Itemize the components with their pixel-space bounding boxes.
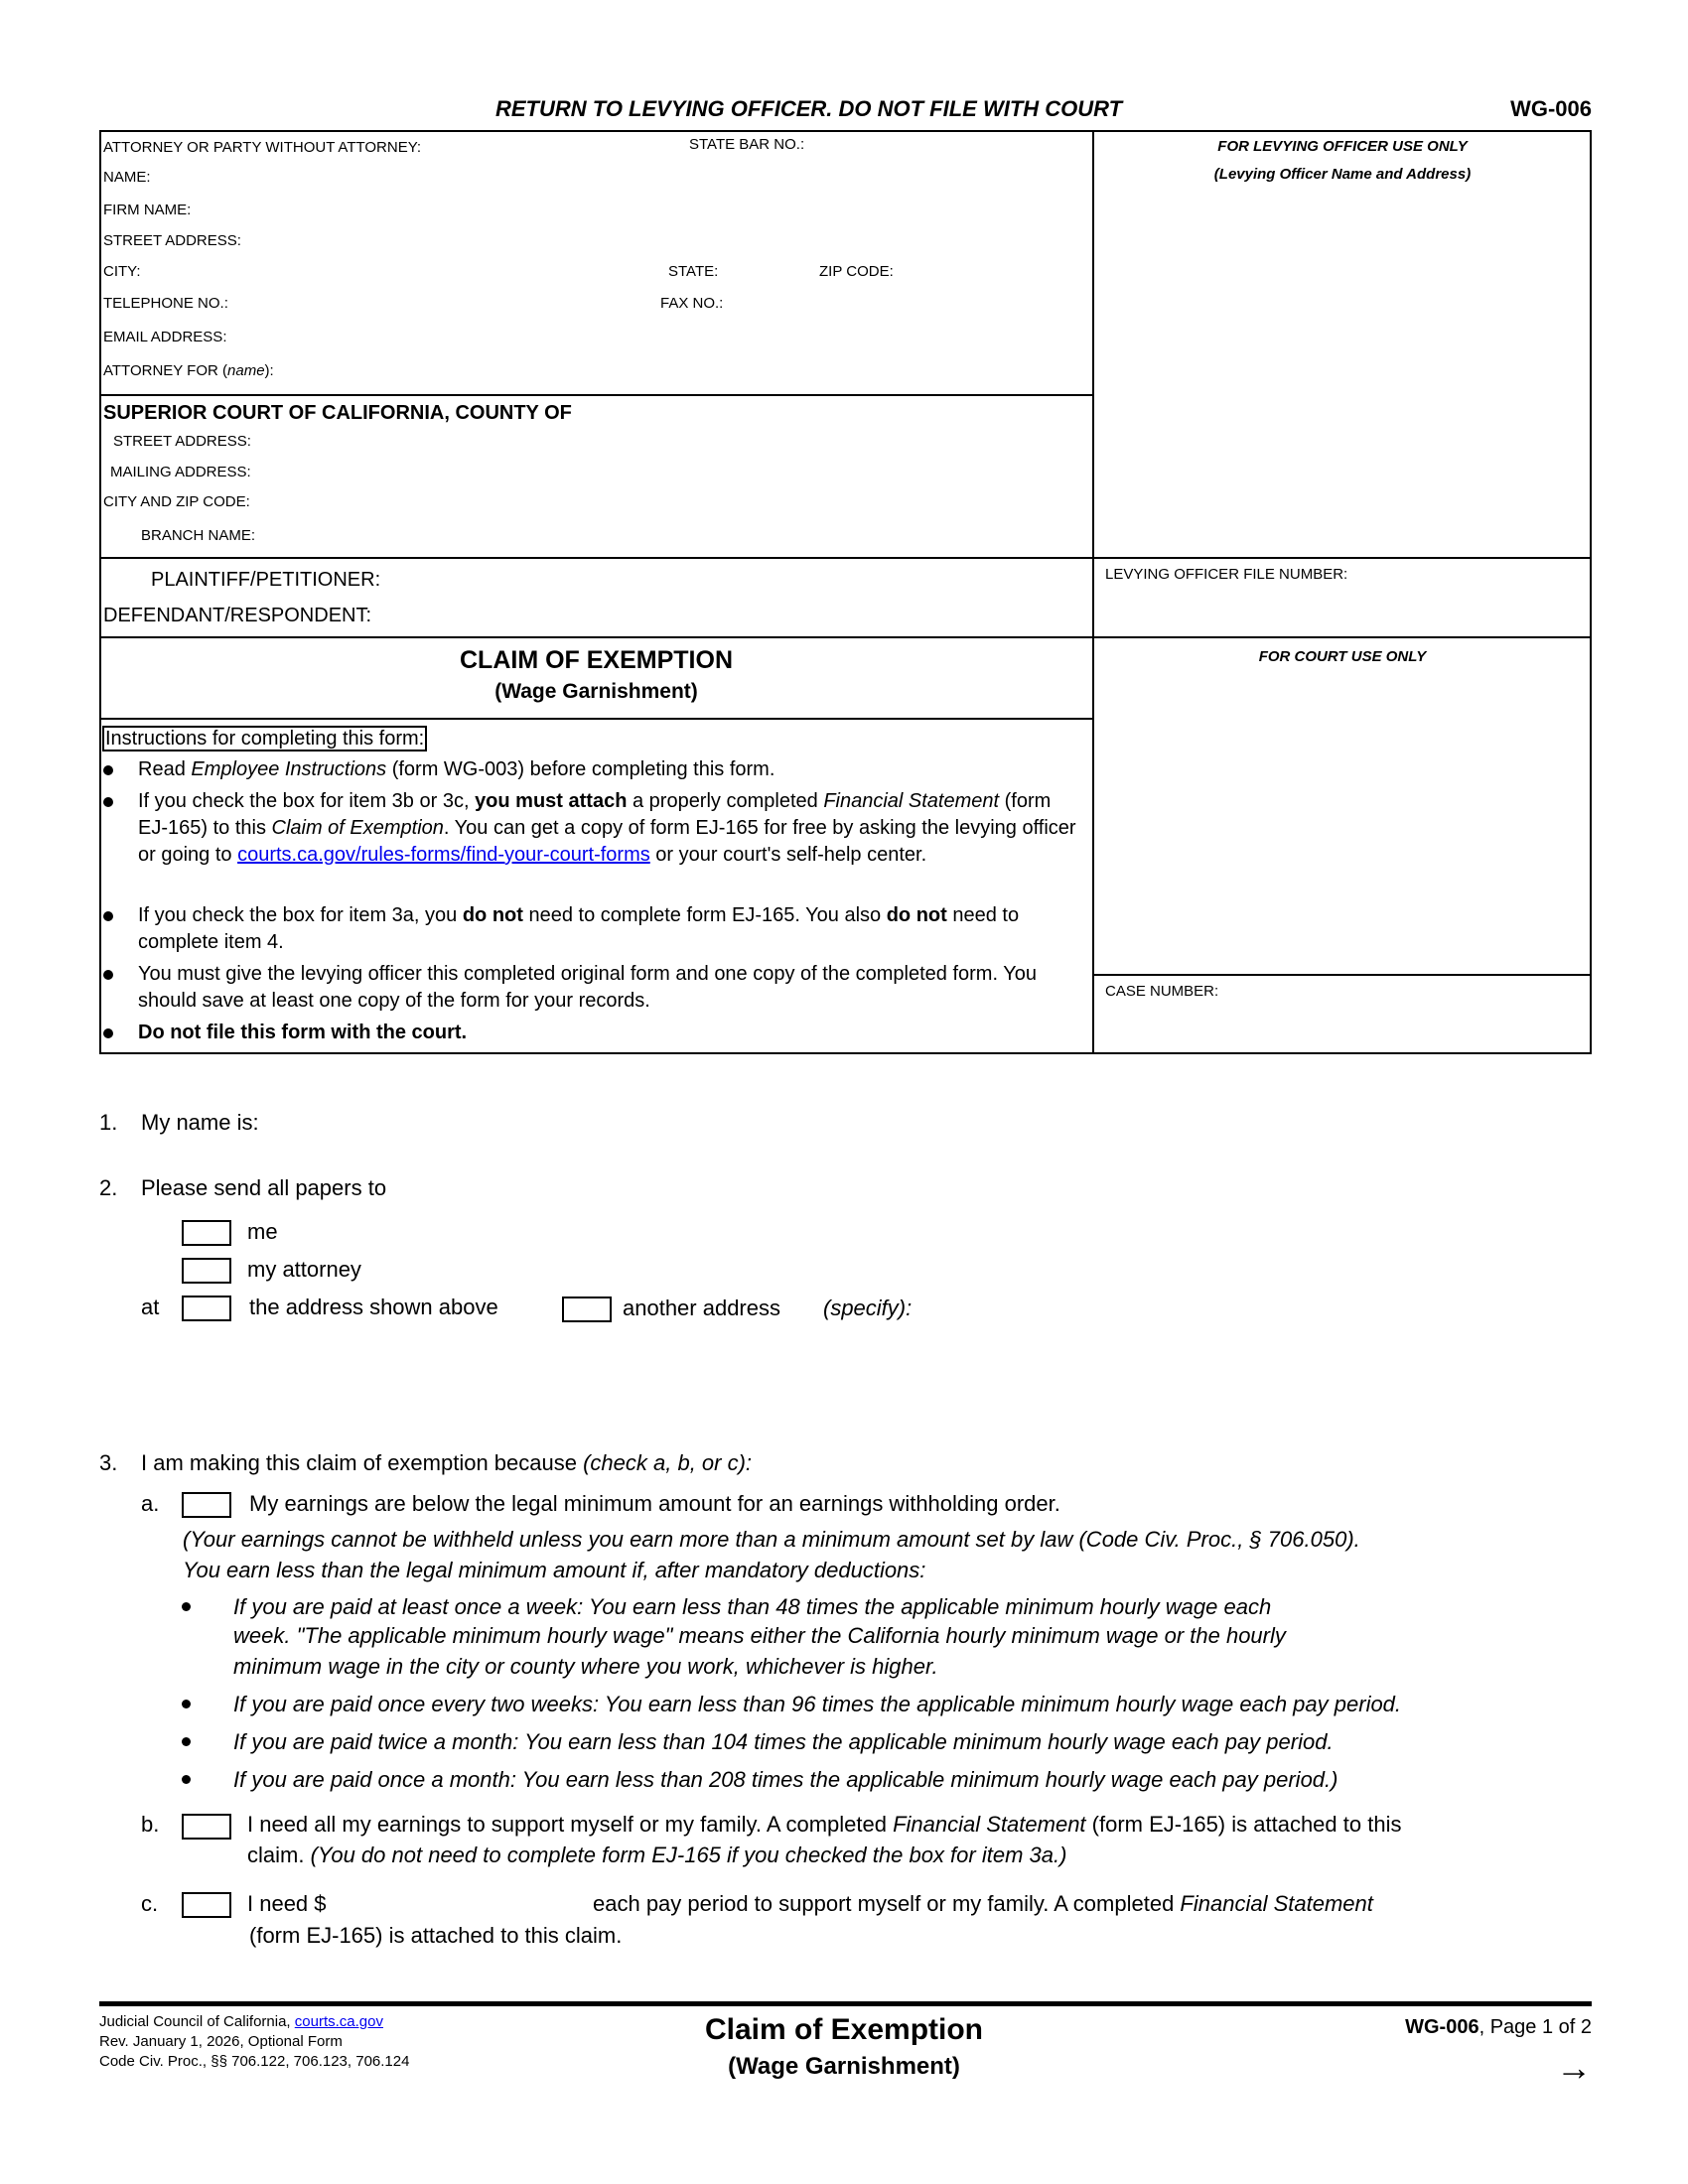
t: Financial Statement — [893, 1812, 1086, 1837]
item-3a-checkbox[interactable] — [182, 1492, 231, 1518]
divider — [99, 557, 1592, 559]
at-label: at — [141, 1295, 160, 1319]
address-above-label: the address shown above — [249, 1295, 498, 1319]
forms-link[interactable]: courts.ca.gov/rules-forms/find-your-court-forms — [237, 844, 650, 866]
instruction-5: Do not file this form with the court. — [138, 1022, 468, 1043]
bullet-icon — [182, 1775, 191, 1784]
t: If you check the box for item 3a, you — [138, 904, 463, 926]
t: a properly completed — [627, 790, 824, 812]
bullet-icon — [182, 1700, 191, 1708]
footer-revision: Rev. January 1, 2026, Optional Form — [99, 2033, 343, 2050]
t: do not — [886, 904, 947, 926]
t: I am making this claim of exemption because — [141, 1450, 584, 1475]
wage-rule-biweekly: If you are paid once every two weeks: You earn less than 96 times the applicable minimum hourly wage each pay period. — [233, 1692, 1402, 1716]
defendant-label: DEFENDANT/RESPONDENT: — [103, 605, 372, 626]
bullet-icon — [103, 970, 113, 980]
court-branch-label: BRANCH NAME: — [141, 527, 256, 544]
instruction-3 — [138, 902, 1081, 956]
t: Judicial Council of California, — [99, 2013, 295, 2030]
bullet-icon — [103, 797, 113, 807]
instruction-4: You must give the levying officer this completed original form and one copy of the completed form. You should save at least one copy of the form for your records. — [138, 963, 1037, 1012]
levying-officer-heading: FOR LEVYING OFFICER USE ONLY — [1217, 138, 1468, 155]
t: (form WG-003) before completing this form. — [386, 758, 775, 780]
divider — [99, 636, 1592, 638]
instruction-1 — [138, 756, 1081, 783]
item-2-number: 2. — [99, 1175, 118, 1200]
wage-rule-weekly: week. "The applicable minimum hourly wage" means either the California hourly minimum wage or the hourly — [233, 1623, 1286, 1648]
item-3c-text: (form EJ-165) is attached to this claim. — [249, 1923, 623, 1948]
wage-rule-semimonthly: If you are paid twice a month: You earn less than 104 times the applicable minimum hourly wage each pay period. — [233, 1729, 1334, 1754]
t: (check a, b, or c): — [583, 1450, 753, 1475]
divider — [99, 718, 1093, 720]
footer-title: Claim of Exemption — [704, 2013, 984, 2046]
t: . You can get a copy of form EJ-165 for free by asking the levying officer or going to — [138, 817, 1076, 866]
me-checkbox[interactable] — [182, 1220, 231, 1246]
footer-subtitle: (Wage Garnishment) — [728, 2053, 960, 2080]
bullet-icon — [103, 911, 113, 921]
levying-officer-subheading: (Levying Officer Name and Address) — [1213, 166, 1472, 183]
plaintiff-label: PLAINTIFF/PETITIONER: — [151, 569, 381, 591]
specify-label: (specify): — [823, 1296, 913, 1320]
instructions-heading: Instructions for completing this form: — [102, 726, 427, 751]
state-bar-label: STATE BAR NO.: — [689, 136, 805, 153]
item-3c-text — [593, 1891, 1373, 1917]
footer-code: Code Civ. Proc., §§ 706.122, 706.123, 706.124 — [99, 2053, 410, 2070]
t: do not — [462, 904, 523, 926]
divider — [1092, 974, 1592, 976]
bullet-icon — [103, 765, 113, 775]
column-divider — [1092, 130, 1094, 1054]
my-attorney-label: my attorney — [247, 1257, 361, 1282]
instruction-2 — [138, 788, 1081, 869]
item-3a-note: (Your earnings cannot be withheld unless you earn more than a minimum amount set by law (Code Civ. Proc., § 706.050). — [183, 1527, 1360, 1552]
form-number: WG-006 — [1510, 96, 1592, 121]
name-label: NAME: — [103, 169, 151, 186]
address-above-checkbox[interactable] — [182, 1296, 231, 1321]
t: claim. — [247, 1843, 311, 1867]
t: (form EJ-165) is attached to this — [1085, 1812, 1402, 1837]
item-3c-label: c. — [141, 1891, 159, 1916]
attorney-for-label — [103, 362, 274, 380]
item-3c-checkbox[interactable] — [182, 1892, 231, 1918]
item-3a-note: You earn less than the legal minimum amount if, after mandatory deductions: — [183, 1558, 926, 1582]
item-2-label: Please send all papers to — [141, 1175, 387, 1200]
t: each pay period to support myself or my family. A completed — [593, 1891, 1181, 1916]
t: Claim of Exemption — [271, 817, 444, 839]
wage-rule-weekly: minimum wage in the city or county where you work, whichever is higher. — [233, 1654, 938, 1679]
item-1-label: My name is: — [141, 1110, 259, 1135]
court-mailing-label: MAILING ADDRESS: — [110, 464, 251, 480]
t: Read — [138, 758, 192, 780]
footer-rule — [99, 2001, 1592, 2006]
attorney-for-text: ATTORNEY FOR ( — [103, 362, 228, 379]
state-label: STATE: — [668, 263, 719, 280]
case-number-label: CASE NUMBER: — [1105, 983, 1219, 1000]
item-3-number: 3. — [99, 1450, 118, 1475]
item-3a-label: a. — [141, 1491, 160, 1516]
zip-label: ZIP CODE: — [819, 263, 894, 280]
item-3a-text: My earnings are below the legal minimum amount for an earnings withholding order. — [249, 1491, 1060, 1516]
telephone-label: TELEPHONE NO.: — [103, 295, 228, 312]
court-city-zip-label: CITY AND ZIP CODE: — [103, 493, 250, 510]
t: Financial Statement — [1180, 1891, 1373, 1916]
another-address-checkbox[interactable] — [562, 1297, 612, 1322]
bullet-icon — [182, 1737, 191, 1746]
item-3-label — [141, 1450, 752, 1476]
t: (You do not need to complete form EJ-165 if you checked the box for item 3a.) — [310, 1843, 1067, 1867]
t: , Page 1 of 2 — [1478, 2016, 1592, 2038]
t: Employee Instructions — [191, 758, 387, 780]
item-1-number: 1. — [99, 1110, 118, 1135]
t: need to complete item 4. — [138, 904, 1020, 953]
wage-rule-weekly: If you are paid at least once a week: You earn less than 48 times the applicable minimum hourly wage each — [233, 1594, 1272, 1619]
t: I need all my earnings to support myself or my family. A completed — [247, 1812, 894, 1837]
divider — [99, 394, 1093, 396]
me-label: me — [247, 1219, 278, 1244]
t: If you check the box for item 3b or 3c, — [138, 790, 476, 812]
attorney-label: ATTORNEY OR PARTY WITHOUT ATTORNEY: — [103, 139, 422, 156]
city-label: CITY: — [103, 263, 141, 280]
attorney-for-name: name — [227, 362, 265, 379]
return-notice: RETURN TO LEVYING OFFICER. DO NOT FILE WITH COURT — [495, 96, 1123, 121]
my-attorney-checkbox[interactable] — [182, 1258, 231, 1284]
attorney-for-end: ): — [264, 362, 274, 379]
court-title: SUPERIOR COURT OF CALIFORNIA, COUNTY OF — [103, 402, 572, 424]
bullet-icon — [103, 1028, 113, 1038]
t: Financial Statement — [823, 790, 1000, 812]
court-use-heading: FOR COURT USE ONLY — [1258, 648, 1427, 665]
t: or your court's self-help center. — [649, 844, 927, 866]
t: you must attach — [475, 790, 628, 812]
item-3c-need: I need $ — [247, 1891, 327, 1916]
t: (form EJ-165) to this — [138, 790, 1052, 839]
footer-page — [1405, 2015, 1592, 2039]
courts-link[interactable]: courts.ca.gov — [294, 2013, 383, 2030]
arrow-right-icon: → — [1556, 2047, 1592, 2088]
form-subtitle: (Wage Garnishment) — [494, 680, 698, 703]
footer-council — [99, 2013, 383, 2031]
t: need to complete form EJ-165. You also — [522, 904, 887, 926]
street-address-label: STREET ADDRESS: — [103, 232, 241, 249]
wage-rule-monthly: If you are paid once a month: You earn less than 208 times the applicable minimum hourly wage each pay period.) — [233, 1767, 1338, 1792]
item-3b-text — [247, 1812, 1401, 1838]
email-label: EMAIL ADDRESS: — [103, 329, 227, 345]
form-title: CLAIM OF EXEMPTION — [460, 646, 733, 674]
levying-file-number-label: LEVYING OFFICER FILE NUMBER: — [1105, 566, 1348, 583]
bullet-icon — [182, 1602, 191, 1611]
item-3b-label: b. — [141, 1812, 160, 1837]
fax-label: FAX NO.: — [660, 295, 724, 312]
another-address-label: another address — [623, 1296, 780, 1320]
firm-name-label: FIRM NAME: — [103, 202, 192, 218]
item-3b-checkbox[interactable] — [182, 1814, 231, 1840]
t: WG-006 — [1405, 2016, 1479, 2038]
court-street-label: STREET ADDRESS: — [113, 433, 251, 450]
item-3b-text — [247, 1843, 1066, 1868]
